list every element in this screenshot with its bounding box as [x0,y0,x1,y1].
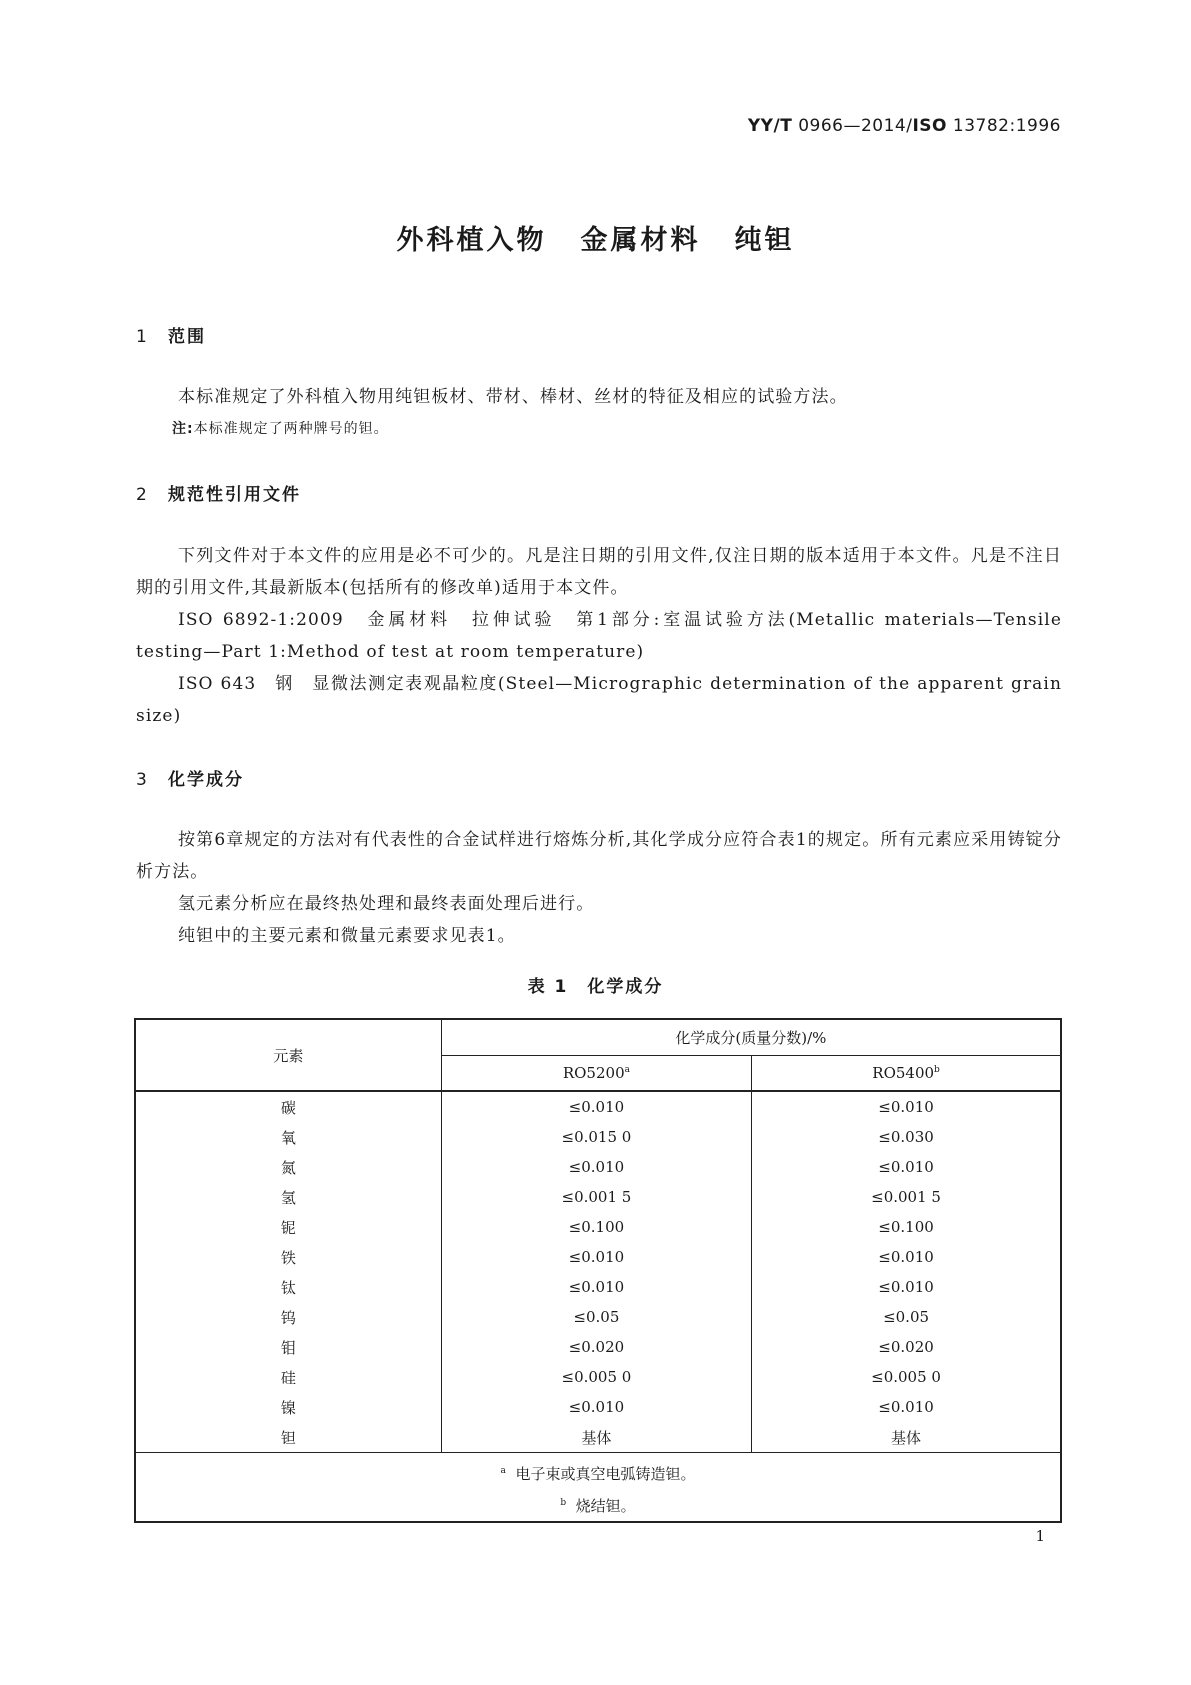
header-ro5400: RO5400$^b$ [752,1055,1061,1091]
cell-ro5400: ≤0.005 0 [752,1362,1061,1392]
cell-ro5200: ≤0.010 [441,1272,751,1302]
section-1-heading [136,322,206,347]
cell-element: 硅 [280,1368,296,1387]
code-iso: ISO [912,116,948,136]
cell-ro5400: ≤0.100 [752,1212,1061,1242]
cell-ro5200: ≤0.010 [441,1152,751,1182]
note-text: 本标准规定了两种牌号的钽。 [193,421,389,437]
note-label: 注: [172,421,194,437]
footnote-b: $^b$ 烧结钽。 [560,1496,636,1515]
table-row [135,1302,1061,1332]
cell-ro5200: ≤0.020 [441,1332,751,1362]
cell-element: 铁 [280,1248,296,1267]
table-row [135,1152,1061,1182]
section-2-heading [136,480,301,505]
table-row [135,1392,1061,1422]
section-2-title: 规范性引用文件 [168,485,301,505]
page-number: 1 [1035,1527,1045,1545]
document-title [0,218,1191,257]
cell-ro5400: ≤0.010 [752,1392,1061,1422]
cell-element: 钽 [280,1428,296,1447]
cell-element: 钛 [280,1278,296,1297]
table-row [135,1362,1061,1392]
cell-element: 碳 [135,1091,441,1122]
cell-element: 氧 [280,1128,296,1147]
code-middle: 0966—2014/ [798,116,913,136]
table-row [135,1122,1061,1152]
table-row [135,1212,1061,1242]
cell-ro5200: ≤0.010 [441,1091,751,1122]
cell-element: 氮 [280,1158,296,1177]
section-2-number: 2 [136,485,149,505]
section-3-title: 化学成分 [168,770,244,790]
cell-element: 钨 [280,1308,296,1327]
cell-element: 铌 [280,1218,296,1237]
cell-ro5400: ≤0.010 [752,1152,1061,1182]
header-ro5200: RO5200$^a$ [441,1055,751,1091]
cell-element: 氢 [280,1188,296,1207]
code-prefix: YY/T [747,116,793,136]
header-composition-group: 化学成分(质量分数)/% [441,1019,1061,1055]
table-row [135,1272,1061,1302]
standard-code [748,116,1061,136]
table-row [135,1332,1061,1362]
cell-element: 钼 [280,1338,296,1357]
section-3-paragraph-2: 氢元素分析应在最终热处理和最终表面处理后进行。 [178,894,595,914]
title-part-2: 金属材料 [580,225,701,256]
title-part-3: 纯钽 [734,225,795,256]
section-2-paragraph-1: 下列文件对于本文件的应用是必不可少的。凡是注日期的引用文件,仅注日期的版本适用于本文件。凡是不注日期的引用文件,其最新版本(包括所有的修改单)适用于本文件。 [136,546,1062,598]
cell-ro5400: 基体 [752,1422,1061,1453]
footnote-a: $^a$ 电子束或真空电弧铸造钽。 [135,1453,1061,1490]
section-1-title: 范围 [168,327,206,347]
title-part-1: 外科植入物 [396,225,547,256]
cell-ro5200: ≤0.015 0 [441,1122,751,1152]
cell-ro5400: ≤0.030 [752,1122,1061,1152]
section-3-number: 3 [136,770,149,790]
section-1-text: 本标准规定了外科植入物用纯钽板材、带材、棒材、丝材的特征及相应的试验方法。 [178,387,848,407]
section-3-heading [136,765,244,790]
table-row [135,1242,1061,1272]
cell-ro5400: ≤0.010 [752,1091,1061,1122]
table-row [135,1422,1061,1453]
cell-ro5400: ≤0.001 5 [752,1182,1061,1212]
section-2-reference-2: ISO 643 钢 显微法测定表观晶粒度(Steel—Micrographic determination of the apparent grain size) [136,674,1062,726]
cell-ro5400: ≤0.05 [752,1302,1061,1332]
cell-ro5400: ≤0.010 [752,1272,1061,1302]
chemical-composition-table [134,1018,1062,1523]
header-element: 元素 [273,1046,304,1065]
table-row [135,1182,1061,1212]
section-1-note [172,418,389,438]
section-1-number: 1 [136,327,149,347]
cell-ro5400: ≤0.020 [752,1332,1061,1362]
section-2-reference-1: ISO 6892-1:2009 金属材料 拉伸试验 第1部分:室温试验方法(Metallic materials—Tensile testing—Part 1:Method of test at room temperature) [136,610,1062,662]
section-3-paragraph-3: 纯钽中的主要元素和微量元素要求见表1。 [178,926,516,946]
cell-ro5200: ≤0.010 [441,1242,751,1272]
cell-ro5200: ≤0.100 [441,1212,751,1242]
cell-ro5200: ≤0.010 [441,1392,751,1422]
cell-ro5200: ≤0.005 0 [441,1362,751,1392]
code-suffix: 13782:1996 [952,116,1061,136]
section-3-paragraph-1: 按第6章规定的方法对有代表性的合金试样进行熔炼分析,其化学成分应符合表1的规定。所有元素应采用铸锭分析方法。 [136,830,1062,882]
table-row [135,1091,1061,1122]
cell-ro5200: ≤0.001 5 [441,1182,751,1212]
cell-ro5400: ≤0.010 [752,1242,1061,1272]
cell-ro5200: 基体 [441,1422,751,1453]
cell-element: 镍 [280,1398,296,1417]
cell-ro5200: ≤0.05 [441,1302,751,1332]
table-title: 表 1 化学成分 [527,977,664,997]
